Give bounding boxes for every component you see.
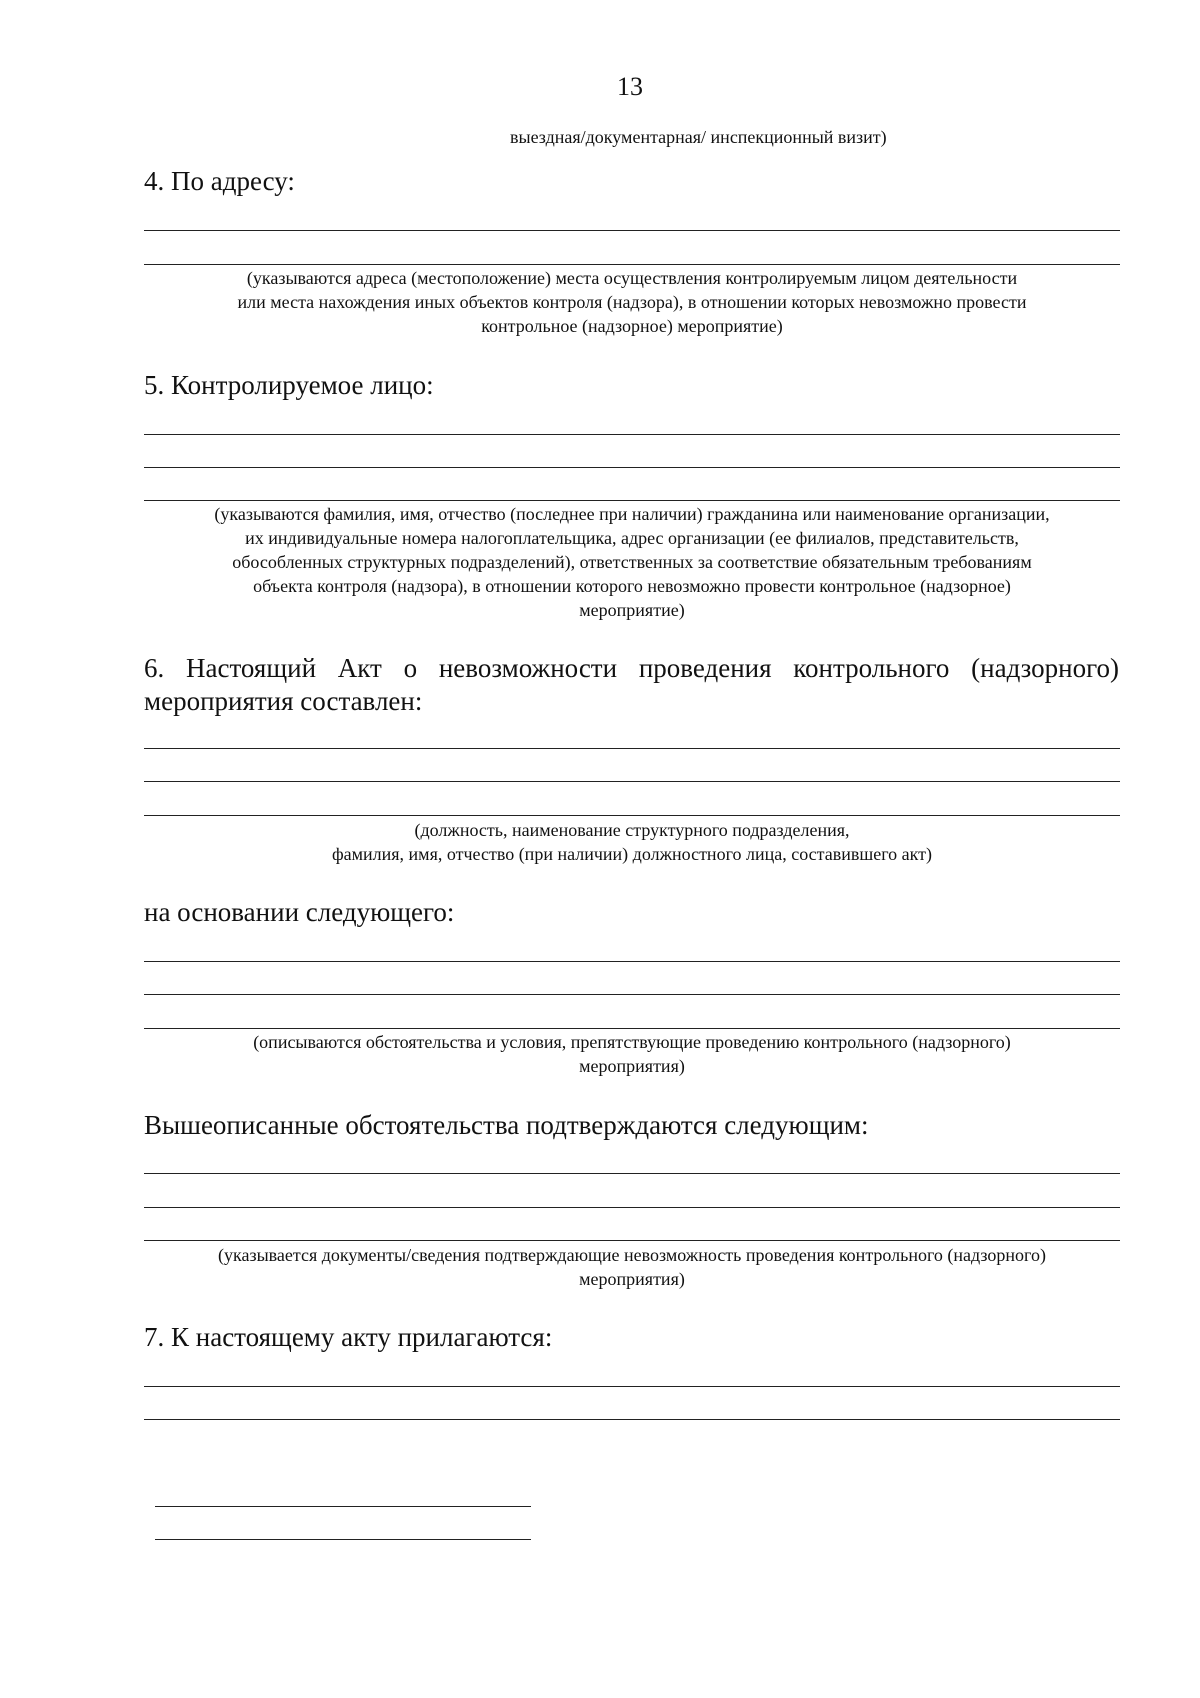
address-caption-line: (указываются адреса (местоположение) места осуществления контролируемым лицом деятельности bbox=[246, 268, 1018, 288]
controlled-person-caption-line: их индивидуальные номера налогоплательщика, адрес организации (ее филиалов, представительств, bbox=[245, 528, 1019, 548]
controlled-person-caption bbox=[144, 502, 1120, 622]
confirmation-line-3[interactable] bbox=[144, 1240, 1120, 1241]
controlled-person-caption-line: обособленных структурных подразделений), ответственных за соответствие обязательным требованиям bbox=[232, 552, 1032, 572]
act-compiled-line-2[interactable] bbox=[144, 781, 1120, 782]
act-compiled-caption-line: фамилия, имя, отчество (при наличии) должностного лица, составившего акт) bbox=[331, 844, 933, 864]
confirmation-caption bbox=[144, 1243, 1120, 1291]
signature-line-1[interactable] bbox=[155, 1506, 531, 1507]
inspection-type-note: выездная/документарная/ инспекционный визит) bbox=[510, 127, 887, 147]
address-heading: 4. По адресу: bbox=[144, 166, 295, 196]
basis-caption-line: (описываются обстоятельства и условия, препятствующие проведению контрольного (надзорного) bbox=[253, 1032, 1011, 1052]
address-caption-line: или места нахождения иных объектов контроля (надзора), в отношении которых невозможно провести bbox=[237, 292, 1027, 312]
signature-line-2[interactable] bbox=[155, 1539, 531, 1540]
confirmation-caption-line: мероприятия) bbox=[579, 1269, 685, 1289]
address-line-2[interactable] bbox=[144, 264, 1120, 265]
confirmation-line-1[interactable] bbox=[144, 1173, 1120, 1174]
act-compiled-line-1[interactable] bbox=[144, 748, 1120, 749]
basis-caption-line: мероприятия) bbox=[579, 1056, 685, 1076]
confirmation-line-2[interactable] bbox=[144, 1207, 1120, 1208]
basis-caption bbox=[144, 1030, 1120, 1078]
attachments-heading: 7. К настоящему акту прилагаются: bbox=[144, 1322, 553, 1352]
page-number: 13 bbox=[617, 72, 643, 101]
address-caption bbox=[144, 266, 1120, 338]
basis-line-2[interactable] bbox=[144, 994, 1120, 995]
act-compiled-caption bbox=[144, 818, 1120, 866]
act-compiled-line-3[interactable] bbox=[144, 815, 1120, 816]
confirmation-caption-line: (указывается документы/сведения подтверждающие невозможность проведения контрольного (надзорного) bbox=[218, 1245, 1046, 1265]
controlled-person-line-3[interactable] bbox=[144, 500, 1120, 501]
act-compiled-heading: 6. Настоящий Акт о невозможности проведения контрольного (надзорного) мероприятия составлен: bbox=[144, 653, 1119, 716]
controlled-person-line-2[interactable] bbox=[144, 467, 1120, 468]
basis-line-1[interactable] bbox=[144, 961, 1120, 962]
act-compiled-caption-line: (должность, наименование структурного подразделения, bbox=[414, 820, 850, 840]
address-caption-line: контрольное (надзорное) мероприятие) bbox=[481, 316, 783, 336]
controlled-person-caption-line: мероприятие) bbox=[579, 600, 685, 620]
controlled-person-heading: 5. Контролируемое лицо: bbox=[144, 370, 434, 400]
attachments-line-1[interactable] bbox=[144, 1386, 1120, 1387]
basis-line-3[interactable] bbox=[144, 1028, 1120, 1029]
controlled-person-line-1[interactable] bbox=[144, 434, 1120, 435]
basis-heading: на основании следующего: bbox=[144, 897, 455, 927]
controlled-person-caption-line: (указываются фамилия, имя, отчество (последнее при наличии) гражданина или наименование организации, bbox=[214, 504, 1050, 524]
confirmation-heading: Вышеописанные обстоятельства подтверждаются следующим: bbox=[144, 1110, 869, 1140]
address-line-1[interactable] bbox=[144, 230, 1120, 231]
controlled-person-caption-line: объекта контроля (надзора), в отношении которого невозможно провести контрольное (надзорное) bbox=[253, 576, 1011, 596]
attachments-line-2[interactable] bbox=[144, 1419, 1120, 1420]
